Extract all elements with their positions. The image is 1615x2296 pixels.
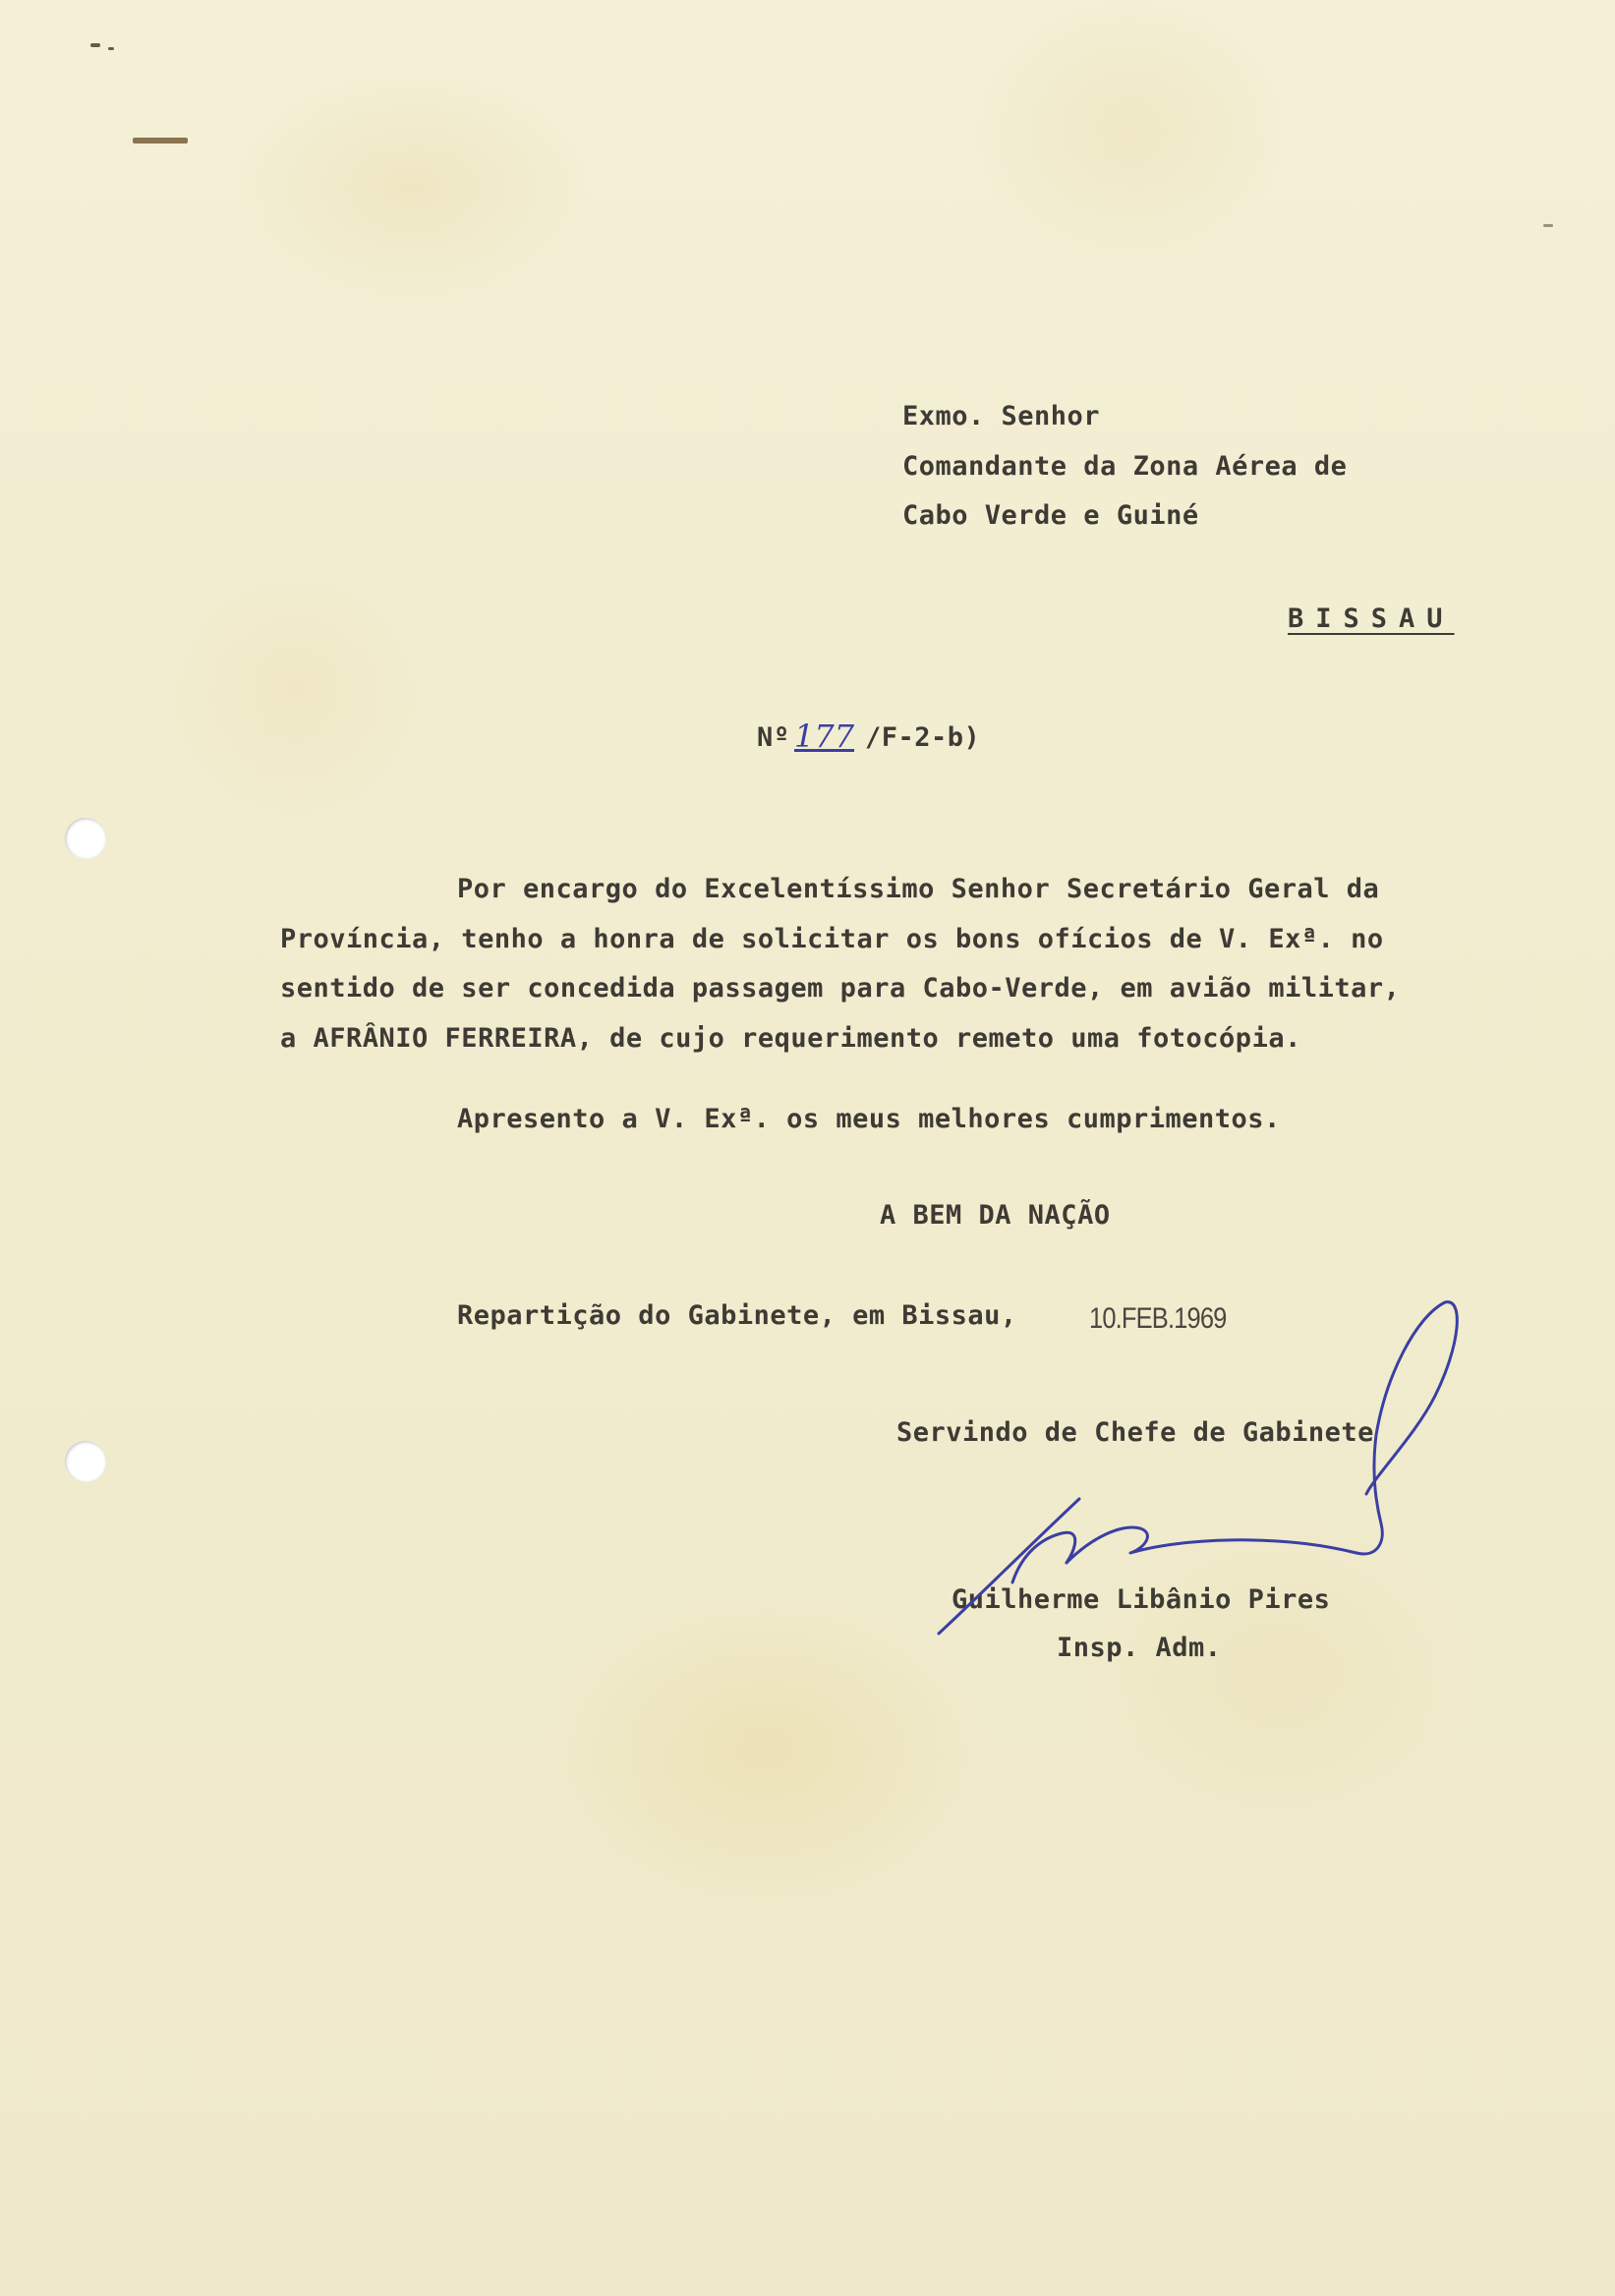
paper-speck (108, 47, 114, 50)
addressee-line-3: Cabo Verde e Guiné (902, 500, 1199, 531)
punch-hole-lower (65, 1441, 106, 1482)
paper-speck (90, 43, 100, 47)
closing-motto: A BEM DA NAÇÃO (880, 1200, 1111, 1231)
paper-speck (133, 138, 188, 144)
body-line-4: a AFRÂNIO FERREIRA, de cujo requerimento remeto uma fotocópia. (280, 1023, 1301, 1054)
reference-handwritten-number: 177 (794, 718, 855, 755)
punch-hole-upper (65, 818, 106, 859)
signatory-title: Insp. Adm. (1057, 1633, 1222, 1663)
addressee-line-2: Comandante da Zona Aérea de (902, 451, 1348, 482)
reference-prefix: Nº (757, 722, 790, 753)
addressee-city: BISSAU (1288, 603, 1455, 634)
stamped-date: 10.FEB.1969 (1089, 1302, 1227, 1335)
greeting-line: Apresento a V. Exª. os meus melhores cumprimentos. (457, 1104, 1281, 1134)
closing-place: Repartição do Gabinete, em Bissau, (457, 1300, 1017, 1331)
body-line-1: Por encargo do Excelentíssimo Senhor Secretário Geral da (457, 874, 1380, 904)
addressee-line-1: Exmo. Senhor (902, 401, 1101, 431)
body-line-3: sentido de ser concedida passagem para Cabo-Verde, em avião militar, (280, 973, 1401, 1004)
body-line-2: Província, tenho a honra de solicitar os bons ofícios de V. Exª. no (280, 924, 1384, 954)
signatory-name: Guilherme Libânio Pires (952, 1584, 1331, 1615)
paper-speck (1543, 224, 1553, 227)
reference-suffix: /F-2-b) (865, 722, 981, 753)
signature-role: Servindo de Chefe de Gabinete (896, 1417, 1374, 1448)
